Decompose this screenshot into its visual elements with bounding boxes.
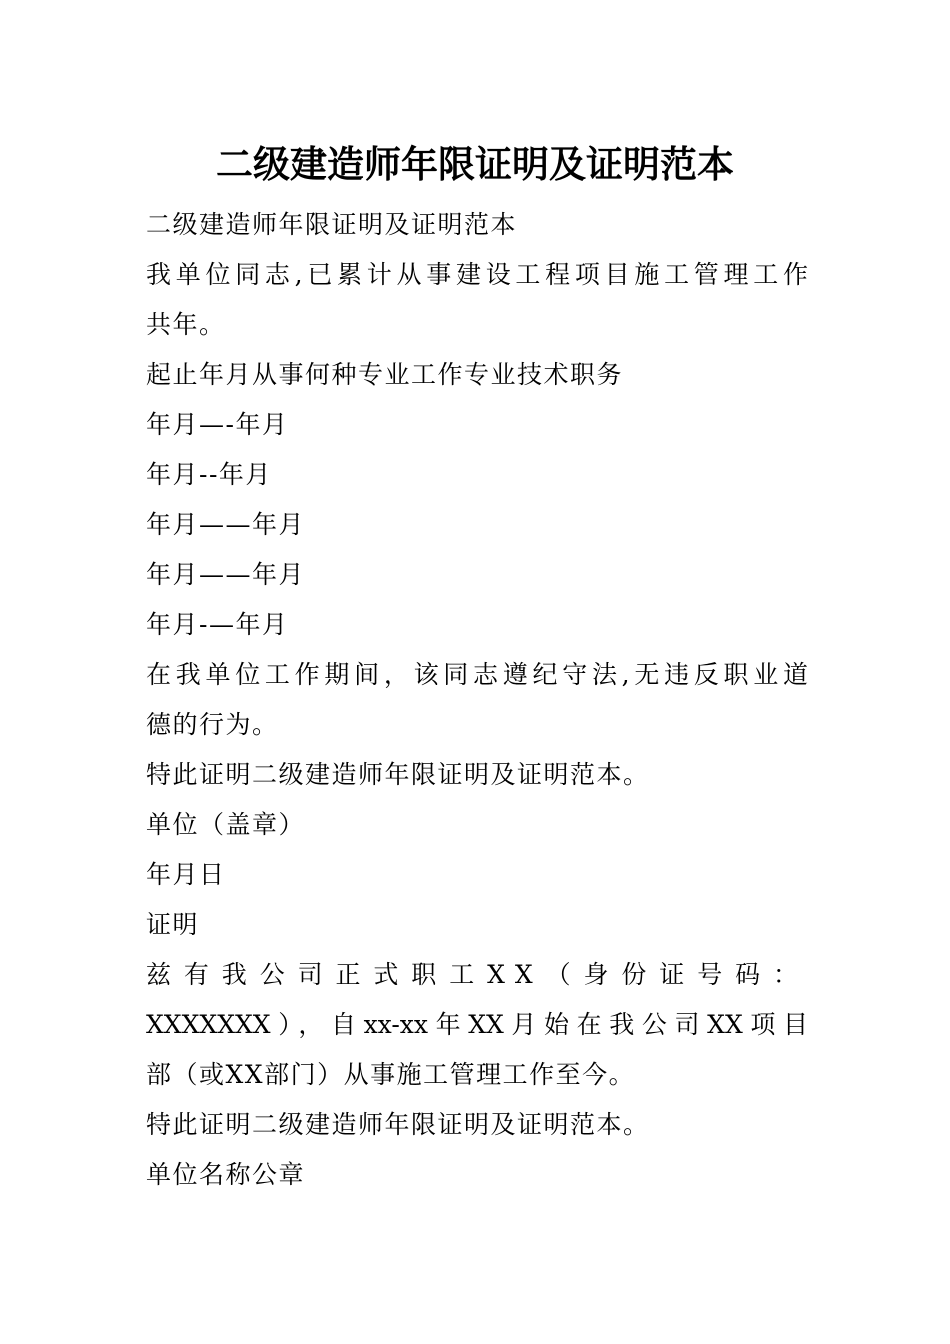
document-body — [146, 200, 808, 1200]
body-line: 年月--年月 — [146, 460, 272, 489]
body-line: XXXXXXX），自xx-xx年XX月始在我公司XX项目 — [146, 1010, 808, 1039]
body-line: 兹有我公司正式职工XX（身份证号码： — [146, 960, 808, 989]
body-line: 年月——年月 — [146, 560, 306, 589]
body-line: 单位（盖章） — [146, 810, 306, 839]
body-line: 证明 — [146, 910, 200, 939]
body-line: 年月—-年月 — [146, 410, 289, 439]
body-line: 共年。 — [146, 310, 226, 339]
body-line: 部（或XX部门）从事施工管理工作至今。 — [146, 1060, 636, 1089]
document-title: 二级建造师年限证明及证明范本 — [216, 142, 734, 186]
body-line: 年月日 — [146, 860, 226, 889]
body-line: 年月-—年月 — [146, 610, 289, 639]
body-line: 特此证明二级建造师年限证明及证明范本。 — [146, 1110, 650, 1139]
body-line: 特此证明二级建造师年限证明及证明范本。 — [146, 760, 650, 789]
body-line: 起止年月从事何种专业工作专业技术职务 — [146, 360, 624, 389]
body-line: 二级建造师年限证明及证明范本 — [146, 210, 518, 239]
body-line: 年月——年月 — [146, 510, 306, 539]
body-line: 德的行为。 — [146, 710, 279, 739]
body-line: 在我单位工作期间，该同志遵纪守法,无违反职业道 — [146, 660, 808, 689]
body-line: 我单位同志,已累计从事建设工程项目施工管理工作 — [146, 260, 808, 289]
body-line: 单位名称公章 — [146, 1160, 306, 1189]
